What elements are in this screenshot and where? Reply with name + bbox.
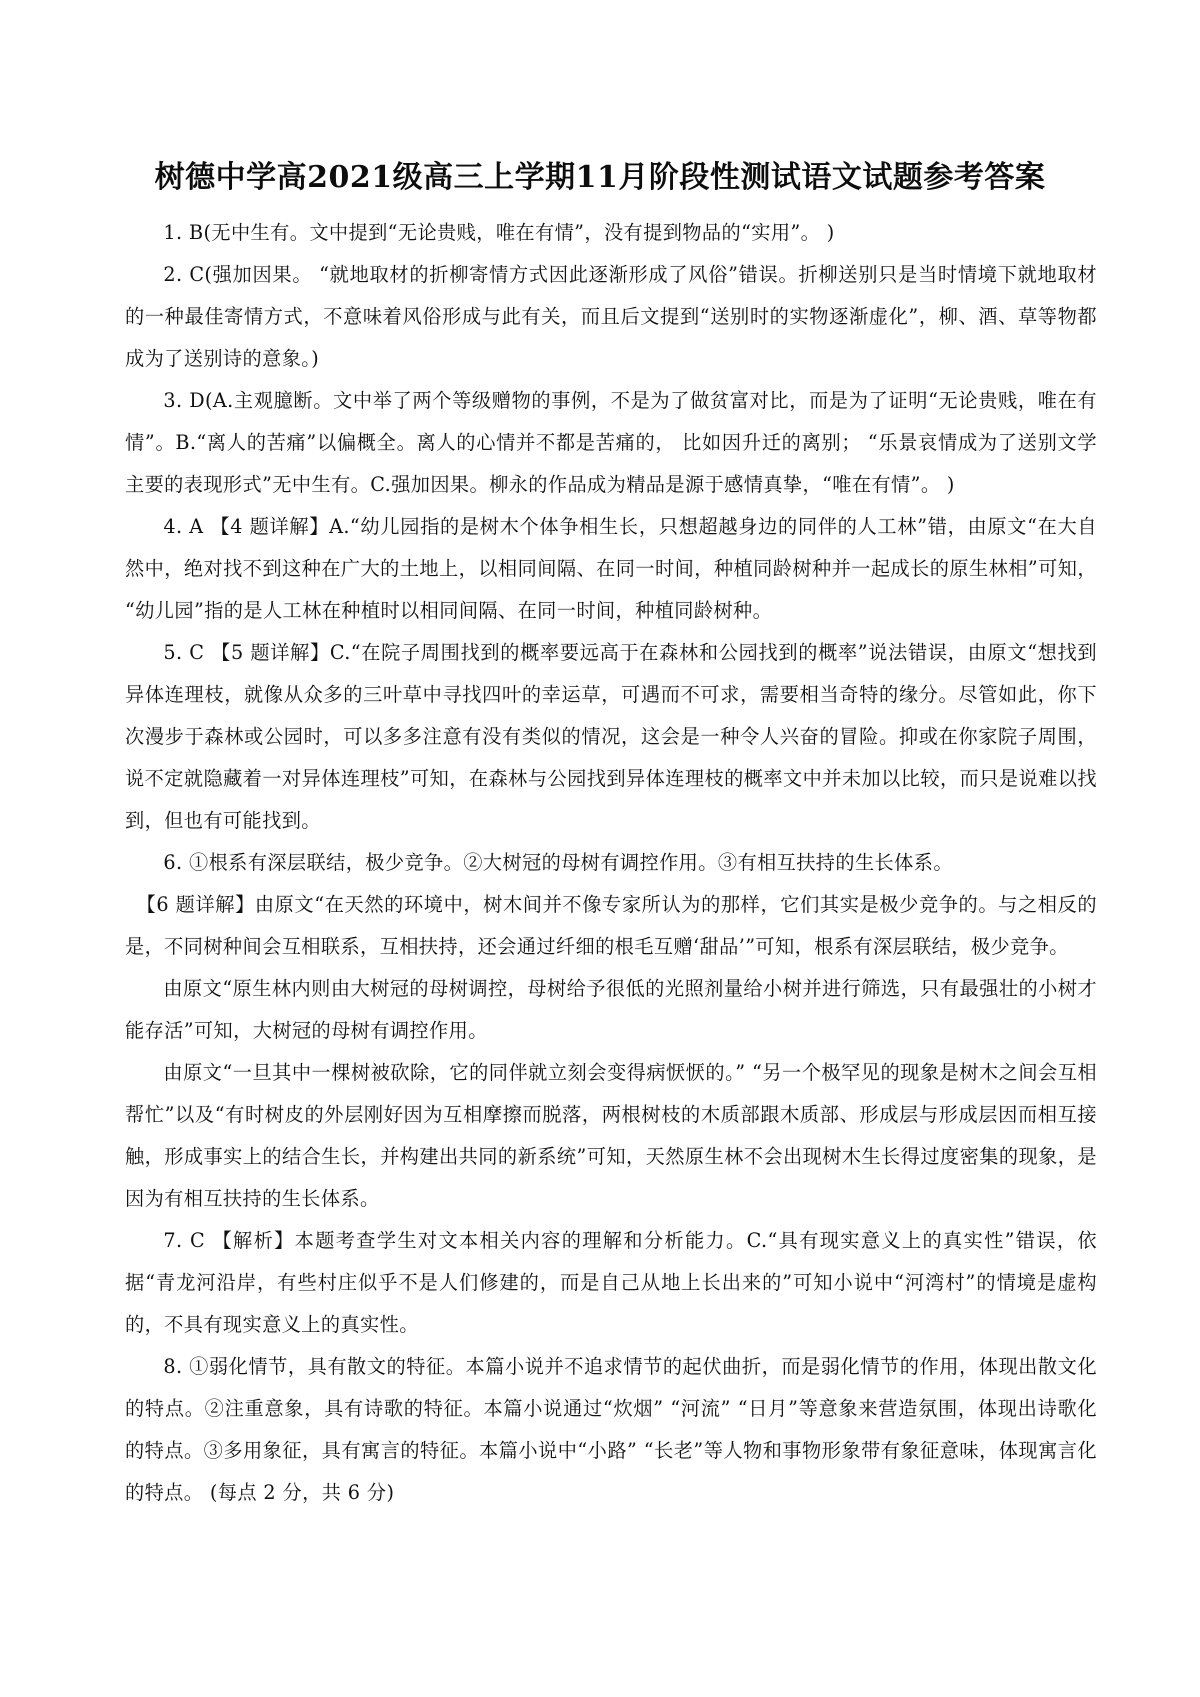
answer-paragraph-6: 6. ①根系有深层联结，极少竞争。②大树冠的母树有调控作用。③有相互扶持的生长体系。 [163, 851, 953, 874]
answer-paragraph-6-detail: 【6 题详解】由原文“在天然的环境中，树木间并不像专家所认为的那样，它们其实是极少竞争的。与之相反的是，不同树种间会互相联系，互相扶持，还会通过纤细的根毛互赠‘甜品’”可知，根系有深层联结，极少竞争。 [125, 893, 1097, 958]
answer-body [125, 212, 1097, 1514]
answer-paragraph-8: 8. ①弱化情节，具有散文的特征。本篇小说并不追求情节的起伏曲折，而是弱化情节的作用，体现出散文化的特点。②注重意象，具有诗歌的特征。本篇小说通过“炊烟” “河流” “日月”等意象来营造氛围，体现出诗歌化的特点。③多用象征，具有寓言的特征。本篇小说中“小路” “长老”等人物和事物形象带有象征意味，体现寓言化的特点。 (每点 2 分，共 6 分) [125, 1355, 1097, 1504]
answer-paragraph-5: 5. C 【5 题详解】C.“在院子周围找到的概率要远高于在森林和公园找到的概率”说法错误，由原文“想找到异体连理枝，就像从众多的三叶草中寻找四叶的幸运草，可遇而不可求，需要相当奇特的缘分。尽管如此，你下次漫步于森林或公园时，可以多多注意有没有类似的情况，这会是一种令人兴奋的冒险。抑或在你家院子周围，说不定就隐藏着一对异体连理枝”可知，在森林与公园找到异体连理枝的概率文中并未加以比较，而只是说难以找到，但也有可能找到。 [125, 641, 1097, 832]
answer-paragraph-6-detail-3: 由原文“一旦其中一棵树被砍除，它的同伴就立刻会变得病恹恹的。” “另一个极罕见的现象是树木之间会互相帮忙”以及“有时树皮的外层刚好因为互相摩擦而脱落，两根树枝的木质部跟木质部、形成层与形成层因而相互接触，形成事实上的结合生长，并构建出共同的新系统”可知，天然原生林不会出现树木生长得过度密集的现象，是因为有相互扶持的生长体系。 [125, 1061, 1097, 1210]
answer-paragraph-2: 2. C(强加因果。 “就地取材的折柳寄情方式因此逐渐形成了风俗”错误。折柳送别只是当时情境下就地取材的一种最佳寄情方式，不意味着风俗形成与此有关，而且后文提到“送别时的实物逐渐虚化”，柳、酒、草等物都成为了送别诗的意象。) [125, 263, 1097, 370]
answer-paragraph-7: 7. C 【解析】本题考查学生对文本相关内容的理解和分析能力。C.“具有现实意义上的真实性”错误，依据“青龙河沿岸，有些村庄似乎不是人们修建的，而是自己从地上长出来的”可知小说中“河湾村”的情境是虚构的，不具有现实意义上的真实性。 [125, 1229, 1097, 1336]
answer-paragraph-3: 3. D(A.主观臆断。文中举了两个等级赠物的事例，不是为了做贫富对比，而是为了证明“无论贵贱，唯在有情”。B.“离人的苦痛”以偏概全。离人的心情并不都是苦痛的， 比如因升迁的离别； “乐景哀情成为了送别文学主要的表现形式”无中生有。C.强加因果。柳永的作品成为精品是源于感情真挚，“唯在有情”。 ) [125, 389, 1097, 496]
answer-paragraph-1: 1. B(无中生有。文中提到“无论贵贱，唯在有情”，没有提到物品的“实用”。 ) [163, 221, 835, 244]
answer-paragraph-6-detail-2: 由原文“原生林内则由大树冠的母树调控，母树给予很低的光照剂量给小树并进行筛选，只有最强壮的小树才能存活”可知，大树冠的母树有调控作用。 [125, 977, 1097, 1042]
answer-paragraph-4: 4. A 【4 题详解】A.“幼儿园指的是树木个体争相生长，只想超越身边的同伴的人工林”错，由原文“在大自然中，绝对找不到这种在广大的土地上，以相同间隔、在同一时间，种植同龄树种并一起成长的原生林相”可知， “幼儿园”指的是人工林在种植时以相同间隔、在同一时间，种植同龄树种。 [125, 515, 1097, 622]
page-title: 树德中学高2021级高三上学期11月阶段性测试语文试题参考答案 [154, 160, 1046, 195]
